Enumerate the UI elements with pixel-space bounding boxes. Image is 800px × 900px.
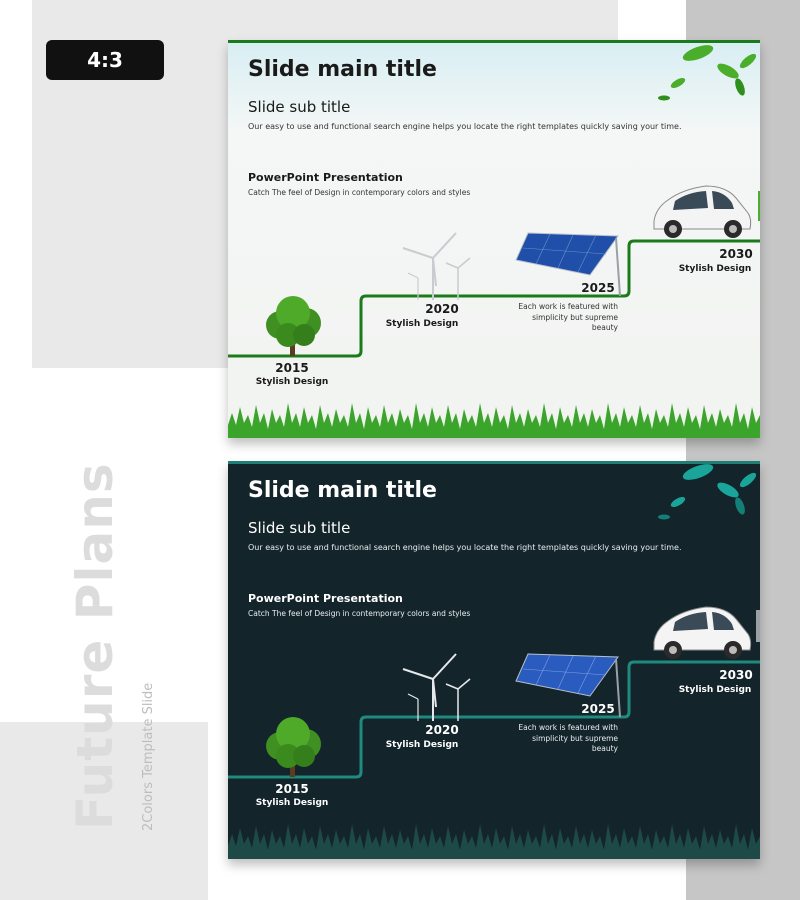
milestone-note-2025: Each work is featured with simplicity but supreme beauty <box>518 723 618 753</box>
milestone-year-2020: 2020 <box>425 723 459 737</box>
wind-turbine-icon <box>403 654 470 721</box>
slide-sub-title: Slide sub title <box>248 98 351 116</box>
milestone-label-2030: Stylish Design <box>678 264 752 274</box>
presentation-title: PowerPoint Presentation <box>248 171 403 184</box>
slide-sub-title: Slide sub title <box>248 519 351 537</box>
leaves-icon <box>658 464 758 520</box>
grass-decoration <box>228 824 760 859</box>
leaves-icon <box>658 43 758 101</box>
milestone-year-2020: 2020 <box>425 302 459 316</box>
electric-car-icon <box>654 607 760 659</box>
slide-main-title: Slide main title <box>248 57 437 82</box>
milestone-label-2030: Stylish Design <box>678 685 752 695</box>
aspect-ratio-badge: 4:3 <box>46 40 164 80</box>
milestone-year-2030: 2030 <box>719 668 753 682</box>
presentation-title: PowerPoint Presentation <box>248 592 403 605</box>
milestone-label-2020: Stylish Design <box>385 740 459 750</box>
electric-car-icon <box>654 186 760 238</box>
side-subtitle: 2Colors Template Slide <box>141 682 156 831</box>
milestone-year-2015: 2015 <box>275 782 309 796</box>
wind-turbine-icon <box>403 233 470 300</box>
presentation-subtitle: Catch The feel of Design in contemporary colors and styles <box>248 609 471 618</box>
tree-icon <box>266 296 321 356</box>
milestone-label-2015: Stylish Design <box>255 377 329 387</box>
side-title: Future Plans <box>66 462 124 830</box>
milestone-label-2015: Stylish Design <box>255 798 329 808</box>
milestone-note-2025: Each work is featured with simplicity but supreme beauty <box>518 302 618 332</box>
slide-dark[interactable] <box>228 461 760 859</box>
milestone-year-2025: 2025 <box>581 281 615 295</box>
milestone-year-2015: 2015 <box>275 361 309 375</box>
presentation-subtitle: Catch The feel of Design in contemporary colors and styles <box>248 188 471 197</box>
grass-decoration <box>228 403 760 438</box>
milestone-year-2030: 2030 <box>719 247 753 261</box>
slide-light[interactable] <box>228 40 760 438</box>
tree-icon <box>266 717 321 777</box>
milestone-year-2025: 2025 <box>581 702 615 716</box>
milestone-label-2020: Stylish Design <box>385 319 459 329</box>
slide-main-title: Slide main title <box>248 478 437 503</box>
slide-description: Our easy to use and functional search engine helps you locate the right templates quickly saving your time. <box>248 543 682 552</box>
slide-description: Our easy to use and functional search engine helps you locate the right templates quickly saving your time. <box>248 122 682 131</box>
